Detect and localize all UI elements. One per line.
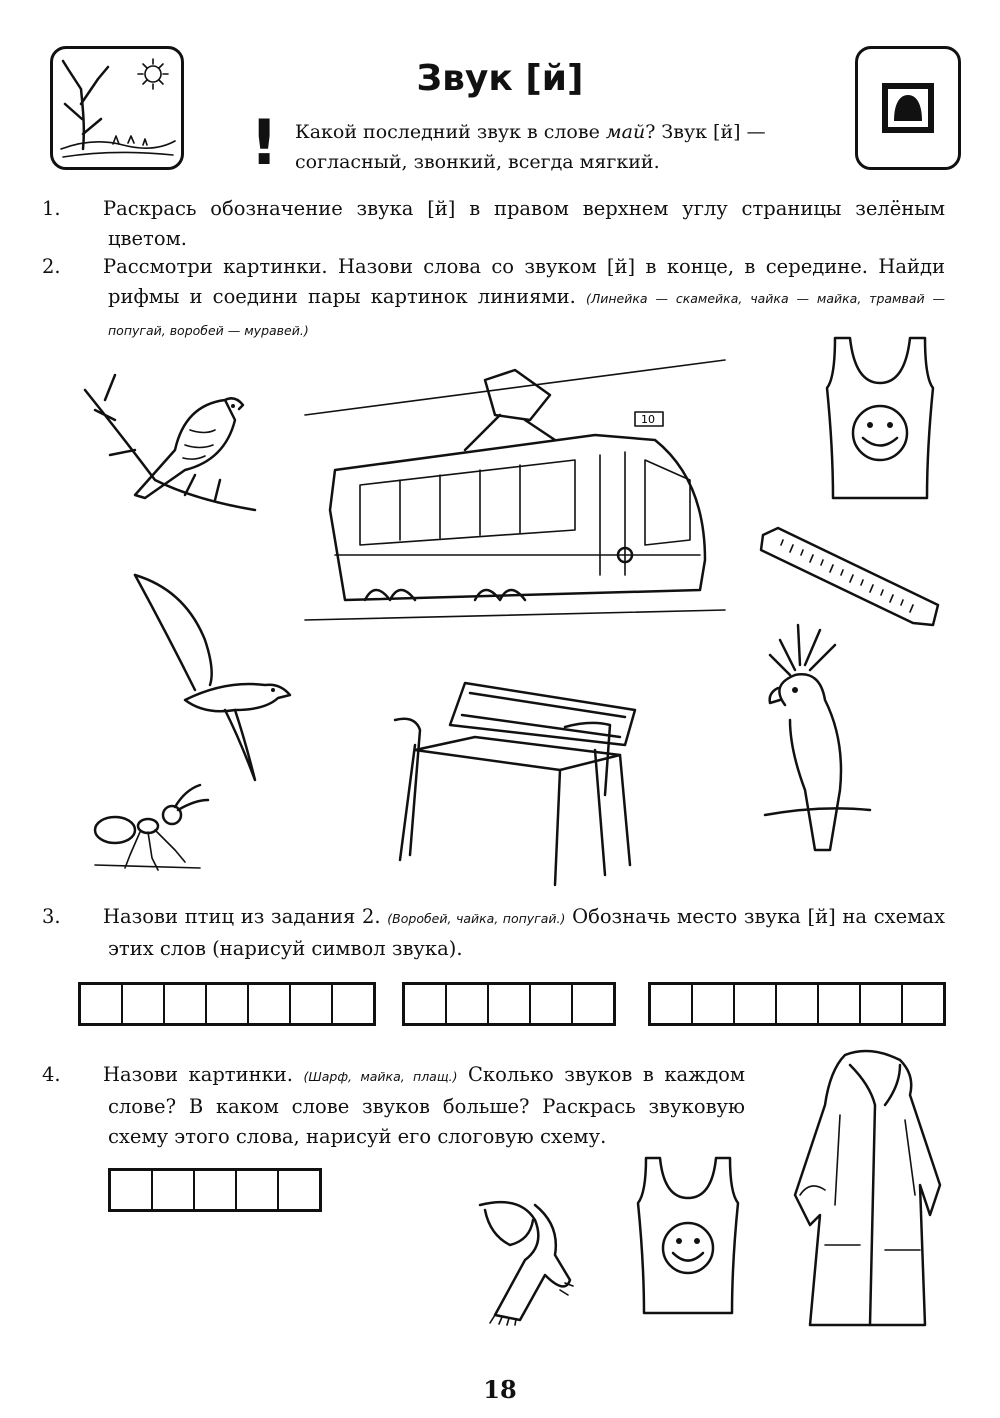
page-number: 18 <box>483 1375 517 1404</box>
scheme-cell[interactable] <box>291 985 333 1023</box>
raincoat-picture[interactable] <box>790 1045 950 1330</box>
sound-scheme-3[interactable] <box>648 982 946 1026</box>
sound-scheme-1[interactable] <box>78 982 376 1026</box>
scheme-cell[interactable] <box>405 985 447 1023</box>
sparrow-picture[interactable] <box>75 360 265 550</box>
scheme-cell[interactable] <box>279 1171 319 1209</box>
sound-scheme-2[interactable] <box>402 982 616 1026</box>
scheme-cell[interactable] <box>195 1171 237 1209</box>
scheme-cell[interactable] <box>651 985 693 1023</box>
scheme-cell[interactable] <box>861 985 903 1023</box>
rule-note: Какой последний звук в слове май? Звук [й] — согласный, звонкий, всегда мягкий. <box>295 121 766 173</box>
task-3: 3. Назови птиц из задания 2. (Воробей, чайка, попугай.) Обозначь место звука [й] на схемах этих слов (нарисуй символ звука). <box>42 905 946 960</box>
task-4: 4. Назови картинки. (Шарф, майка, плащ.) Сколько звуков в каждом слове? В каком слове звуков больше? Раскрась звуковую схему этого слова, нарисуй его слоговую схему. <box>42 1063 746 1148</box>
scheme-cell[interactable] <box>735 985 777 1023</box>
scarf-picture[interactable] <box>465 1195 585 1325</box>
scheme-cell[interactable] <box>333 985 373 1023</box>
scheme-cell[interactable] <box>81 985 123 1023</box>
scheme-cell[interactable] <box>153 1171 195 1209</box>
tram-picture[interactable] <box>305 360 725 630</box>
task-3-hint: (Воробей, чайка, попугай.) <box>387 911 566 926</box>
task-4-hint: (Шарф, майка, плащ.) <box>303 1069 458 1084</box>
scheme-cell[interactable] <box>207 985 249 1023</box>
parrot-picture[interactable] <box>760 610 875 860</box>
scheme-cell[interactable] <box>489 985 531 1023</box>
sound-scheme-4[interactable] <box>108 1168 322 1212</box>
task-1: 1. Раскрась обозначение звука [й] в правом верхнем углу страницы зелёным цветом. <box>42 197 945 250</box>
scheme-cell[interactable] <box>531 985 573 1023</box>
scheme-cell[interactable] <box>249 985 291 1023</box>
scheme-cell[interactable] <box>573 985 613 1023</box>
scheme-cell[interactable] <box>123 985 165 1023</box>
note-word: май <box>605 121 646 143</box>
scheme-cell[interactable] <box>111 1171 153 1209</box>
scheme-cell[interactable] <box>237 1171 279 1209</box>
tank-top-picture-2[interactable] <box>628 1148 748 1323</box>
scheme-cell[interactable] <box>447 985 489 1023</box>
bench-picture[interactable] <box>390 675 645 890</box>
exclamation-icon: ! <box>250 106 279 179</box>
scheme-cell[interactable] <box>819 985 861 1023</box>
scheme-cell[interactable] <box>693 985 735 1023</box>
scheme-cell[interactable] <box>903 985 943 1023</box>
page-title: Звук [й] <box>416 58 584 99</box>
task-2: 2. Рассмотри картинки. Назови слова со звуком [й] в конце, в середине. Найди рифмы и соедини пары картинок линиями. (Линейка — скамейка, чайка — майка, трамвай — попугай, воробей — муравей.) <box>42 255 946 338</box>
tram-number: 10 <box>641 413 655 426</box>
seagull-picture[interactable] <box>125 570 300 785</box>
tank-top-picture[interactable] <box>815 328 945 508</box>
scheme-cell[interactable] <box>165 985 207 1023</box>
scheme-cell[interactable] <box>777 985 819 1023</box>
ant-picture[interactable] <box>80 780 210 875</box>
task-2-hint: (Линейка — скамейка, чайка — майка, трамвай — попугай, воробей — муравей.) <box>108 291 946 338</box>
